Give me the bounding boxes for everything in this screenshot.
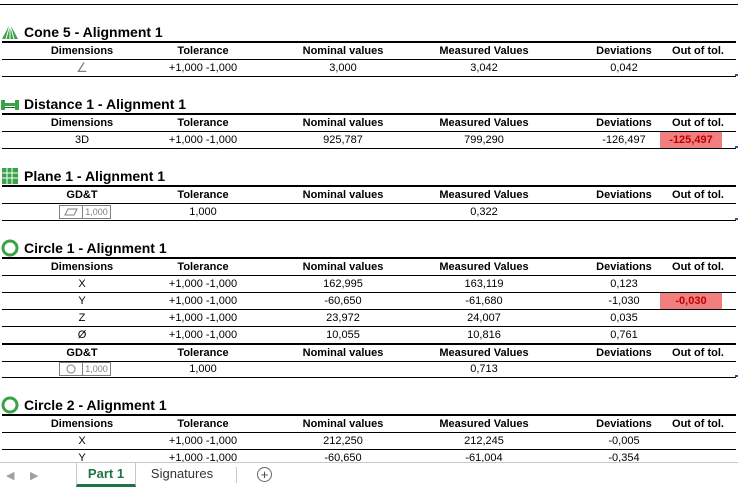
header-gdt: GD&T [66, 189, 98, 201]
header-measured: Measured Values [439, 117, 529, 129]
header-nominal: Nominal values [302, 261, 384, 273]
cell-nominal: 162,995 [323, 278, 363, 290]
cell-tolerance: 1,000 [189, 363, 217, 375]
cell-deviation: 0,035 [610, 312, 638, 324]
section-title-text: Circle 2 - Alignment 1 [24, 397, 167, 413]
gdt-value: 1,000 [85, 207, 108, 217]
header-out-of-tol: Out of tol. [672, 117, 724, 129]
header-nominal: Nominal values [302, 189, 384, 201]
section-title [0, 395, 167, 415]
table-row [2, 327, 736, 344]
header-deviations: Deviations [596, 189, 652, 201]
tab-part-1[interactable]: Part 1 [76, 463, 136, 487]
cell-deviation: -126,497 [602, 134, 646, 146]
section-title [0, 238, 167, 258]
table-header [2, 185, 736, 204]
header-dimensions: Dimensions [50, 45, 114, 57]
gdt-value: 1,000 [85, 364, 108, 374]
cell-tolerance: +1,000 -1,000 [168, 62, 238, 74]
cell-out-of-tol: -125,497 [669, 134, 713, 146]
table-row [2, 204, 736, 221]
header-measured: Measured Values [439, 189, 529, 201]
cell-nominal: 3,000 [329, 62, 357, 74]
tab-signatures[interactable]: Signatures [150, 466, 214, 481]
cell-measured: 0,322 [470, 206, 498, 218]
cell-out-of-tol [660, 276, 736, 292]
cell-measured: 799,290 [464, 134, 504, 146]
cell-tolerance: +1,000 -1,000 [168, 312, 238, 324]
cell-tolerance: +1,000 -1,000 [168, 134, 238, 146]
cell-out-of-tol [660, 310, 736, 326]
header-dimensions: Dimensions [50, 261, 114, 273]
header-nominal: Nominal values [302, 347, 384, 359]
header-tolerance: Tolerance [177, 45, 229, 57]
cell-nominal [280, 204, 406, 220]
table-row [2, 60, 736, 77]
section-title [0, 22, 163, 42]
gdt-header [2, 343, 736, 362]
header-dimensions: Dimensions [50, 418, 114, 430]
header-measured: Measured Values [439, 418, 529, 430]
cell-measured: -61,004 [465, 452, 503, 462]
cell-nominal: 212,250 [323, 435, 363, 447]
cell-measured: 24,007 [467, 312, 501, 324]
circle-icon [0, 396, 20, 414]
cell-nominal: -60,650 [324, 295, 362, 307]
table-row [2, 361, 736, 378]
cell-out-of-tol [660, 327, 736, 343]
section-title [0, 94, 186, 114]
triangle-right-icon[interactable]: ▶ [30, 470, 39, 482]
flatness-icon [60, 206, 83, 218]
cell-measured: 163,119 [464, 278, 504, 290]
table-row [2, 293, 736, 310]
triangle-left-icon[interactable]: ◀ [6, 470, 15, 482]
header-deviations: Deviations [596, 117, 652, 129]
header-tolerance: Tolerance [177, 418, 229, 430]
table-header [2, 41, 736, 60]
section-title-text: Plane 1 - Alignment 1 [24, 168, 166, 184]
header-tolerance: Tolerance [177, 117, 229, 129]
cell-measured: -61,680 [465, 295, 503, 307]
header-measured: Measured Values [439, 45, 529, 57]
distance-icon [0, 95, 20, 113]
cell-tolerance: 1,000 [189, 206, 217, 218]
gdt-feature-frame [59, 362, 111, 376]
header-out-of-tol: Out of tol. [672, 189, 724, 201]
cell-nominal: 23,972 [326, 312, 360, 324]
cell-deviation: 0,761 [610, 329, 638, 341]
header-deviations: Deviations [596, 45, 652, 57]
circle-icon [0, 239, 20, 257]
circularity-icon [60, 363, 83, 375]
header-gdt: GD&T [66, 347, 98, 359]
cell-measured: 3,042 [470, 62, 498, 74]
cell-tolerance: +1,000 -1,000 [168, 329, 238, 341]
cell-out-of-tol: -0,030 [675, 295, 707, 307]
header-deviations: Deviations [596, 418, 652, 430]
table-row [2, 276, 736, 293]
cell-deviation: 0,123 [610, 278, 638, 290]
tab-separator [236, 467, 237, 483]
header-tolerance: Tolerance [177, 261, 229, 273]
cell-dimension: X [78, 278, 86, 290]
header-out-of-tol: Out of tol. [672, 418, 724, 430]
cell-dimension: Z [78, 312, 86, 324]
section-title-text: Distance 1 - Alignment 1 [24, 96, 187, 112]
table-row [2, 450, 736, 462]
cell-dimension: ∠ [76, 60, 88, 75]
plus-circle-icon[interactable]: + [257, 467, 272, 482]
cell-out-of-tol [660, 433, 736, 449]
header-nominal: Nominal values [302, 117, 384, 129]
header-measured: Measured Values [439, 261, 529, 273]
cell-out-of-tol [660, 450, 736, 462]
header-tolerance: Tolerance [177, 189, 229, 201]
cell-deviation: -0,354 [608, 452, 640, 462]
cell-nominal [280, 361, 406, 377]
header-deviations: Deviations [596, 261, 652, 273]
cell-dimension: Y [78, 295, 86, 307]
header-deviations: Deviations [596, 347, 652, 359]
cell-out-of-tol [660, 361, 736, 377]
header-nominal: Nominal values [302, 45, 384, 57]
cell-out-of-tol [660, 204, 736, 220]
cell-nominal: 925,787 [323, 134, 363, 146]
header-out-of-tol: Out of tol. [672, 261, 724, 273]
table-header [2, 113, 736, 132]
cell-dimension: X [78, 435, 86, 447]
table-header [2, 257, 736, 276]
cell-nominal: -60,650 [324, 452, 362, 462]
cell-dimension: 3D [74, 134, 90, 146]
cell-dimension: Ø [77, 329, 87, 341]
header-dimensions: Dimensions [50, 117, 114, 129]
cell-deviation: -0,005 [608, 435, 640, 447]
cell-deviation: 0,042 [610, 62, 638, 74]
plane-icon [0, 167, 20, 185]
cell-tolerance: +1,000 -1,000 [168, 452, 238, 462]
cell-measured: 10,816 [467, 329, 501, 341]
header-measured: Measured Values [439, 347, 529, 359]
cell-measured: 212,245 [464, 435, 504, 447]
cell-tolerance: +1,000 -1,000 [168, 278, 238, 290]
cell-tolerance: +1,000 -1,000 [168, 295, 238, 307]
cell-deviation: -1,030 [608, 295, 640, 307]
table-header [2, 414, 736, 433]
cell-nominal: 10,055 [326, 329, 360, 341]
section-title [0, 166, 165, 186]
section-title-text: Circle 1 - Alignment 1 [24, 240, 167, 256]
header-tolerance: Tolerance [177, 347, 229, 359]
header-nominal: Nominal values [302, 418, 384, 430]
header-out-of-tol: Out of tol. [672, 45, 724, 57]
cell-out-of-tol [660, 60, 736, 76]
table-row [2, 310, 736, 327]
sheet-tab-bar [0, 462, 738, 492]
cell-tolerance: +1,000 -1,000 [168, 435, 238, 447]
section-title-text: Cone 5 - Alignment 1 [24, 24, 163, 40]
table-row [2, 132, 736, 149]
cell-measured: 0,713 [470, 363, 498, 375]
table-row [2, 433, 736, 450]
cell-dimension: Y [78, 452, 86, 462]
header-out-of-tol: Out of tol. [672, 347, 724, 359]
gdt-feature-frame [59, 205, 111, 219]
cone-icon [0, 23, 20, 41]
top-border [0, 4, 738, 5]
